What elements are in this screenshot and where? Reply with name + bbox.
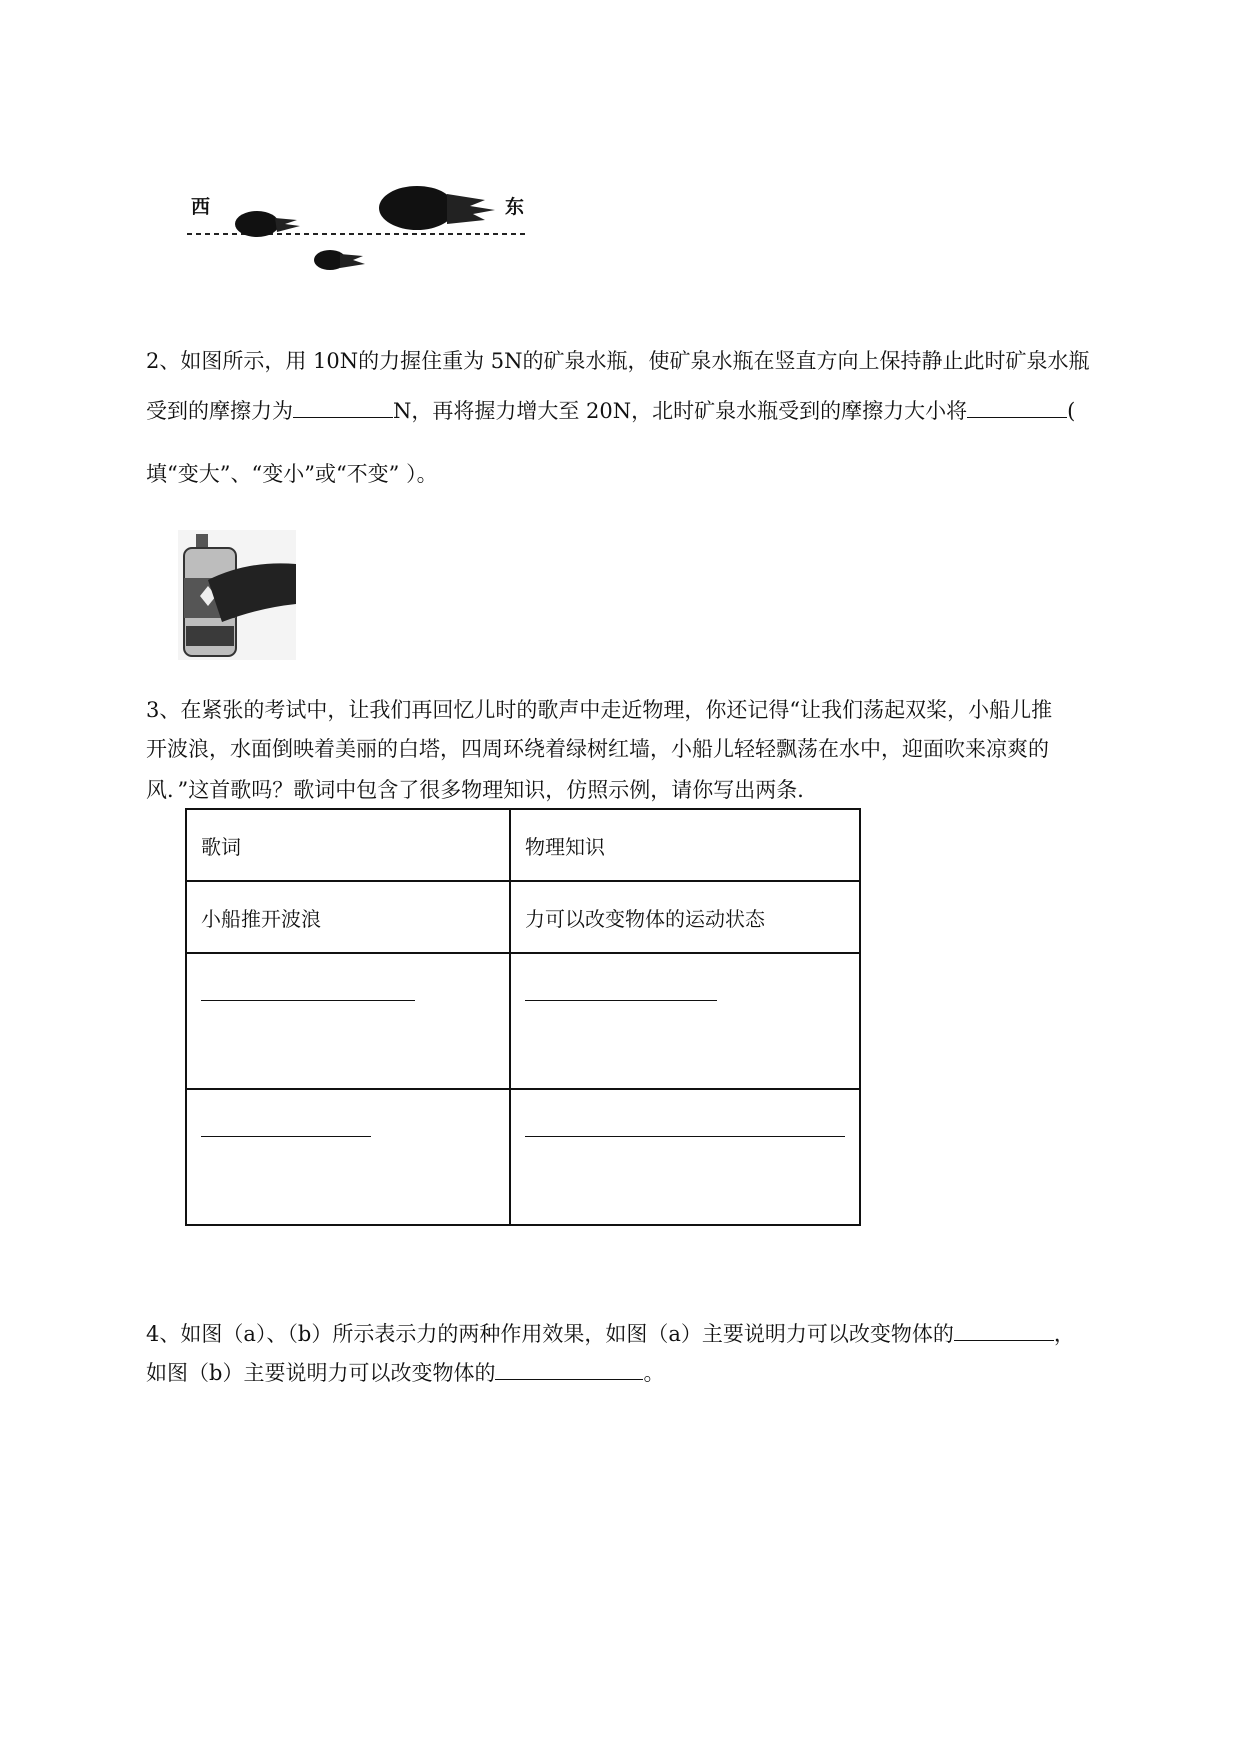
figure-wind-direction xyxy=(185,180,525,280)
q4-blank-b[interactable] xyxy=(495,1357,643,1380)
q4-line1 xyxy=(146,1318,1075,1348)
q3-line2: 开波浪，水面倒映着美丽的白塔，四周环绕着绿树红墙，小船儿轻轻飘荡在水中，迎面吹来凉爽的 xyxy=(146,737,1049,761)
header-physics: 物理知识 xyxy=(510,809,860,881)
table-row-answer-2 xyxy=(186,1089,860,1225)
q2-line2-text-c: ( xyxy=(1067,399,1076,423)
figure-bottle-grip xyxy=(178,530,296,660)
header-lyrics: 歌词 xyxy=(186,809,510,881)
answer2-physics-cell xyxy=(510,1089,860,1225)
q4-line2-period: 。 xyxy=(643,1361,665,1385)
answer1-physics-blank[interactable] xyxy=(525,1000,717,1001)
q3-line3: 风．”这首歌吗？歌词中包含了很多物理知识，仿照示例，请你写出两条． xyxy=(146,778,819,802)
answer1-physics-cell xyxy=(510,953,860,1089)
example-physics: 力可以改变物体的运动状态 xyxy=(510,881,860,953)
answer2-lyrics-cell xyxy=(186,1089,510,1225)
lyrics-physics-table xyxy=(185,808,861,1226)
table-row-answer-1 xyxy=(186,953,860,1089)
q4-blank-a[interactable] xyxy=(954,1318,1054,1341)
q2-line1: 2、如图所示，用 10N的力握住重为 5N的矿泉水瓶，使矿泉水瓶在竖直方向上保持静止此时矿泉水瓶 xyxy=(146,349,1090,373)
west-label: 西 xyxy=(191,196,211,218)
table-header-row xyxy=(186,809,860,881)
q2-line3: 填“变大”、“变小”或“不变” ）。 xyxy=(146,462,438,486)
answer2-physics-blank[interactable] xyxy=(525,1136,845,1137)
q3-line1: 3、在紧张的考试中，让我们再回忆儿时的歌声中走近物理，你还记得“让我们荡起双桨，小船儿推 xyxy=(146,698,1053,722)
q4-line1-comma: ， xyxy=(1053,1322,1075,1346)
q2-blank-friction-value[interactable] xyxy=(293,395,393,418)
q2-blank-friction-change[interactable] xyxy=(967,395,1067,418)
q2-line2-text-a: 受到的摩擦力为 xyxy=(146,399,293,423)
answer1-lyrics-cell xyxy=(186,953,510,1089)
east-label: 东 xyxy=(505,196,525,218)
q4-line1-text: 4、如图（a）、（b）所示表示力的两种作用效果，如图（a）主要说明力可以改变物体的 xyxy=(146,1322,954,1346)
table-row-example xyxy=(186,881,860,953)
bottle-grip-graphic xyxy=(178,530,296,660)
q2-line2-text-b: N，再将握力增大至 20N，北时矿泉水瓶受到的摩擦力大小将 xyxy=(393,399,968,423)
q4-line2-text: 如图（b）主要说明力可以改变物体的 xyxy=(146,1361,496,1385)
q4-line2 xyxy=(146,1357,664,1387)
q2-line2 xyxy=(146,395,1075,425)
answer2-lyrics-blank[interactable] xyxy=(201,1136,371,1137)
wind-figure-graphic xyxy=(185,180,525,280)
example-lyrics: 小船推开波浪 xyxy=(186,881,510,953)
answer1-lyrics-blank[interactable] xyxy=(201,1000,415,1001)
